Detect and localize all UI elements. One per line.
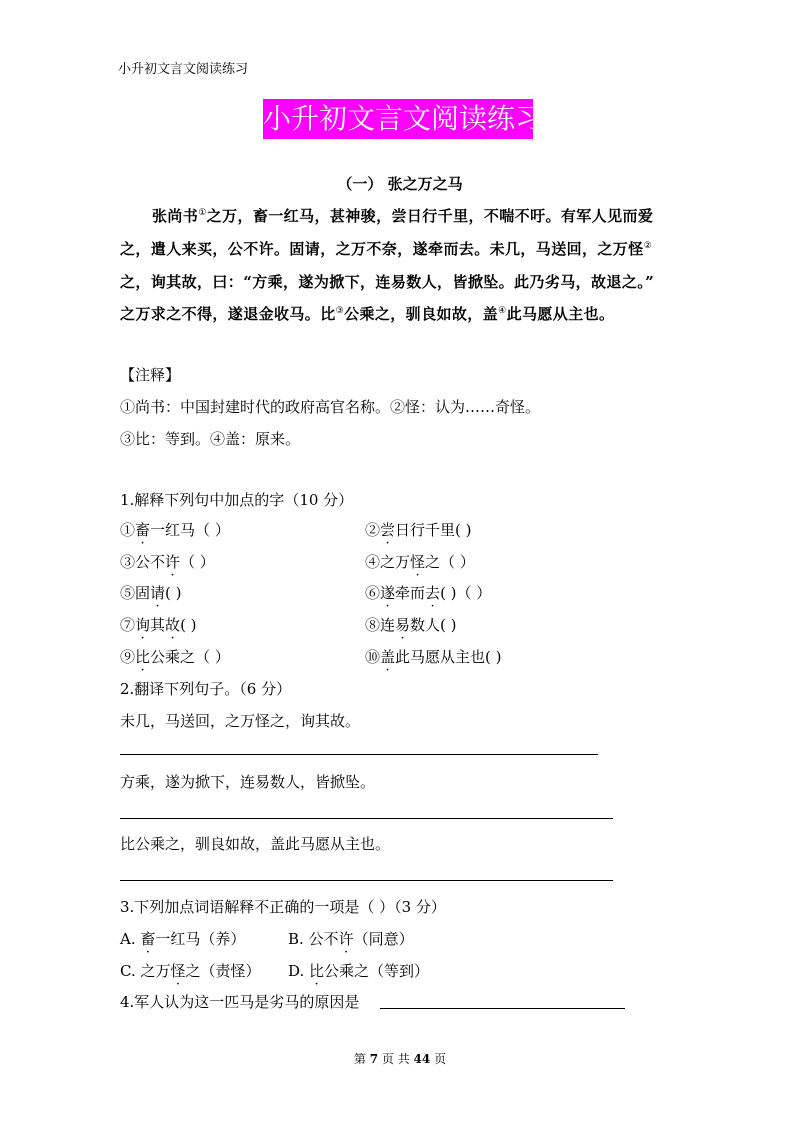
passage-text: 张尚书: [152, 207, 199, 225]
dotted-char: 畜: [135, 521, 151, 539]
answer-blank[interactable]: （ ）: [440, 553, 475, 571]
q3-option-d[interactable]: D. 比公乘之（等到）: [288, 962, 430, 980]
dotted-char: 请: [150, 584, 166, 602]
q2-sentence-2: 方乘，遂为掀下，连易数人，皆掀坠。: [120, 773, 376, 791]
answer-blank[interactable]: （ ）: [195, 648, 230, 666]
q2-sentence-3: 比公乘之，驯良如故，盖此马愿从主也。: [120, 835, 391, 853]
q1-item-5: ⑤固请( ): [120, 584, 182, 602]
answer-blank[interactable]: ( ): [485, 648, 502, 666]
q2-sentence-1: 未几，马送回，之万怪之，询其故。: [120, 712, 361, 730]
dotted-char: 尝: [380, 521, 396, 539]
passage-line-2: [120, 238, 652, 259]
dotted-char: 畜: [140, 930, 156, 948]
notes-line-2: ③比：等到。④盖：原来。: [120, 430, 301, 448]
dotted-char: 许: [165, 553, 181, 571]
q4-title: 4.军人认为这一匹马是劣马的原因是: [120, 993, 360, 1011]
dotted-char: 怪: [170, 962, 186, 980]
dotted-char: 怪: [410, 553, 426, 571]
q1-item-3: ③公不许（ ）: [120, 553, 215, 571]
answer-blank[interactable]: ( ): [165, 584, 182, 602]
answer-line[interactable]: [120, 880, 613, 881]
q1-item-10: ⑩盖此马愿从主也( ): [365, 648, 502, 666]
q3-option-a[interactable]: A. 畜一红马（养）: [120, 930, 246, 948]
notes-heading: 【注释】: [120, 366, 181, 384]
footnote-marker: ④: [498, 306, 507, 316]
section-title: （一） 张之万之马: [337, 175, 463, 193]
q3-option-b[interactable]: B. 公不许（同意）: [288, 930, 414, 948]
footnote-marker: ①: [198, 208, 207, 218]
passage-text: 此马愿从主也。: [506, 305, 615, 323]
dotted-char: 许: [338, 930, 354, 948]
dotted-char: 去: [425, 584, 441, 602]
q1-item-7: ⑦询其故( ): [120, 616, 197, 634]
answer-blank[interactable]: （ ）: [195, 521, 230, 539]
q1-item-2: ②尝日行千里( ): [365, 521, 472, 539]
q1-item-1: ①畜一红马（ ）: [120, 521, 230, 539]
passage-line-3: 之，询其故，曰：“方乘，遂为掀下，连易数人，皆掀坠。此乃劣马，故退之。”: [120, 273, 655, 291]
dotted-char: 比: [135, 648, 151, 666]
dotted-char: 比: [309, 962, 325, 980]
footnote-marker: ②: [643, 241, 653, 251]
notes-line-1: ①尚书：中国封建时代的政府高官名称。②怪：认为……奇怪。: [120, 398, 541, 416]
passage-text: 之万，畜一红马，甚神骏，尝日行千里，不喘不吁。有军人见而爱: [206, 207, 654, 225]
page-number: 7: [369, 1052, 379, 1066]
answer-blank[interactable]: ( )（ ）: [440, 584, 492, 602]
dotted-char: 故: [165, 616, 181, 634]
answer-blank[interactable]: ( ): [440, 616, 457, 634]
answer-blank[interactable]: ( ): [455, 521, 472, 539]
q1-item-6: ⑥遂牵而去( )（ ）: [365, 584, 492, 602]
running-header: 小升初文言文阅读练习: [118, 62, 249, 77]
q1-item-4: ④之万怪之（ ）: [365, 553, 475, 571]
q3-title: 3.下列加点词语解释不正确的一项是（ ）（3 分）: [120, 898, 446, 916]
dotted-char: 遂: [380, 584, 396, 602]
passage-text: 之万求之不得，遂退金收马。比: [120, 305, 336, 323]
q1-item-8: ⑧连易数人( ): [365, 616, 457, 634]
dotted-char: 易: [395, 616, 411, 634]
passage-text: 之，遣人来买，公不许。固请，之万不奈，遂牵而去。未几，马送回，之万怪: [120, 240, 644, 258]
page-title: 小升初文言文阅读练习: [263, 99, 533, 139]
q1-item-9: ⑨比公乘之（ ）: [120, 648, 230, 666]
answer-line[interactable]: [120, 754, 598, 755]
q1-title: 1.解释下列句中加点的字（10 分）: [120, 491, 354, 509]
answer-blank[interactable]: ( ): [180, 616, 197, 634]
passage-line-4: [120, 303, 614, 324]
q3-option-c[interactable]: C. 之万怪之（责怪）: [120, 962, 261, 980]
dotted-char: 盖: [380, 648, 396, 666]
dotted-char: 询: [135, 616, 151, 634]
page-footer: 第 7 页 共 44 页: [353, 1052, 447, 1066]
passage-line-1: [152, 205, 653, 226]
answer-line[interactable]: [120, 818, 613, 819]
footnote-marker: ③: [335, 306, 345, 316]
passage-text: 公乘之，驯良如故，盖: [344, 305, 499, 323]
q2-title: 2.翻译下列句子。（6 分）: [120, 680, 292, 698]
page-total: 44: [413, 1052, 431, 1066]
answer-line[interactable]: [380, 1008, 625, 1009]
answer-blank[interactable]: （ ）: [180, 553, 215, 571]
